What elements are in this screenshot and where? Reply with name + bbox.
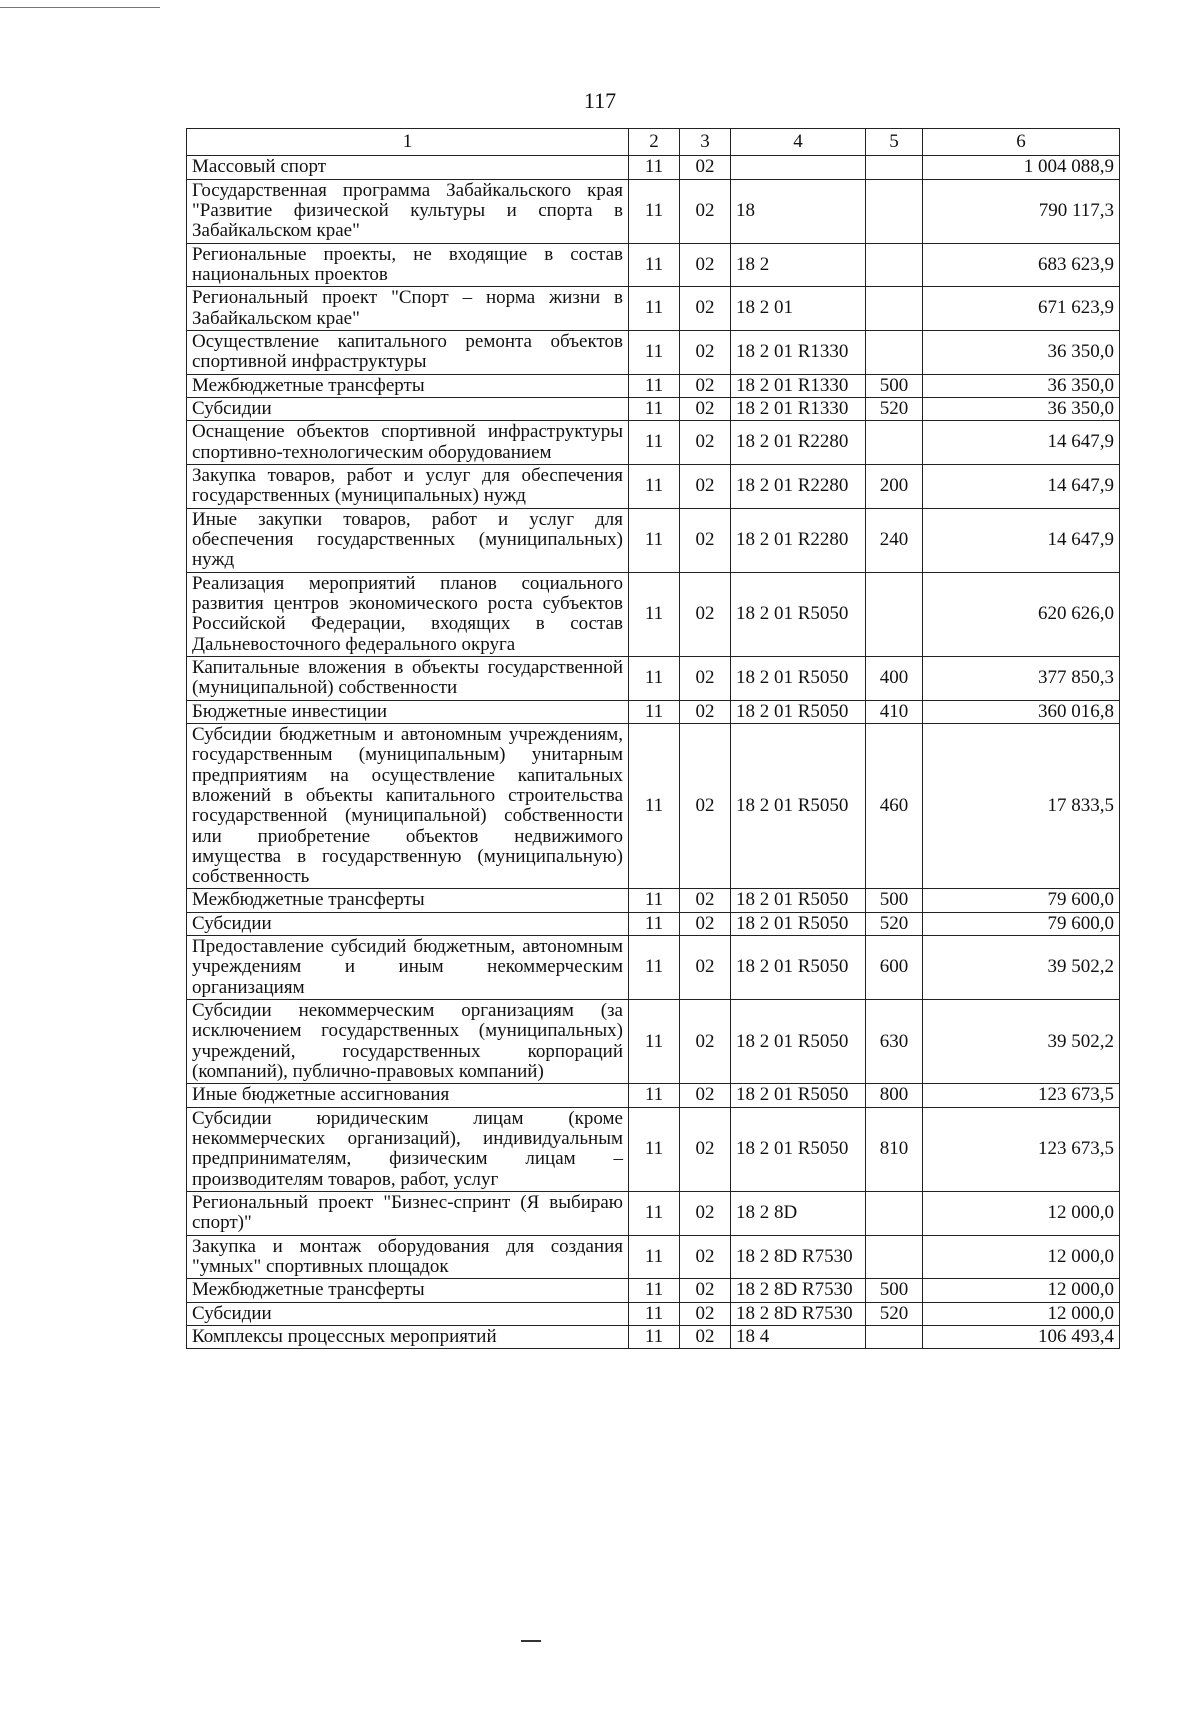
row-section-cell: 11: [629, 1000, 680, 1084]
row-amount-cell: 1 004 088,9: [923, 156, 1120, 179]
row-amount-cell: 17 833,5: [923, 723, 1120, 889]
row-subsection-cell: 02: [680, 912, 731, 935]
row-amount-cell: 39 502,2: [923, 936, 1120, 1000]
row-subsection-cell: 02: [680, 1000, 731, 1084]
table-row: [187, 656, 1120, 700]
row-name-cell: Массовый спорт: [187, 156, 629, 179]
row-target-article-cell: 18 2 01 R5050: [731, 656, 866, 700]
row-name-cell: Межбюджетные трансферты: [187, 1279, 629, 1302]
row-target-article-cell: 18 2 01 R1330: [731, 397, 866, 420]
row-amount-cell: 14 647,9: [923, 421, 1120, 465]
row-expense-type-cell: 400: [866, 656, 923, 700]
row-amount-cell: 123 673,5: [923, 1084, 1120, 1107]
row-section-cell: 11: [629, 700, 680, 723]
row-section-cell: 11: [629, 156, 680, 179]
row-name-cell: Субсидии юридическим лицам (кроме некоммерческих организаций), индивидуальным предпринимателям, физическим лицам – производителям товаров, работ, услуг: [187, 1107, 629, 1191]
row-target-article-cell: 18 2 8D: [731, 1192, 866, 1236]
row-name-cell: Оснащение объектов спортивной инфраструктуры спортивно-технологическим оборудованием: [187, 421, 629, 465]
row-name-cell: Межбюджетные трансферты: [187, 889, 629, 912]
row-expense-type-cell: [866, 1235, 923, 1279]
row-expense-type-cell: 200: [866, 464, 923, 508]
row-subsection-cell: 02: [680, 156, 731, 179]
row-expense-type-cell: [866, 572, 923, 656]
table-row: [187, 156, 1120, 179]
row-subsection-cell: 02: [680, 1326, 731, 1349]
row-name-cell: Бюджетные инвестиции: [187, 700, 629, 723]
row-subsection-cell: 02: [680, 572, 731, 656]
table-row: [187, 572, 1120, 656]
table-header-row: [187, 129, 1120, 156]
row-target-article-cell: 18 2 01: [731, 287, 866, 331]
row-expense-type-cell: [866, 1192, 923, 1236]
row-section-cell: 11: [629, 912, 680, 935]
table-row: [187, 700, 1120, 723]
row-section-cell: 11: [629, 572, 680, 656]
row-subsection-cell: 02: [680, 464, 731, 508]
row-subsection-cell: 02: [680, 1302, 731, 1325]
table-row: [187, 1192, 1120, 1236]
scan-edge-line: [0, 7, 160, 8]
row-section-cell: 11: [629, 508, 680, 572]
row-target-article-cell: 18: [731, 179, 866, 243]
row-target-article-cell: 18 2 01 R2280: [731, 421, 866, 465]
table-body: [187, 156, 1120, 1349]
row-target-article-cell: 18 2 01 R5050: [731, 912, 866, 935]
table-row: [187, 374, 1120, 397]
row-name-cell: Региональный проект "Бизнес-спринт (Я выбираю спорт)": [187, 1192, 629, 1236]
row-expense-type-cell: 600: [866, 936, 923, 1000]
row-amount-cell: 79 600,0: [923, 889, 1120, 912]
row-amount-cell: 620 626,0: [923, 572, 1120, 656]
table-row: [187, 179, 1120, 243]
table-row: [187, 912, 1120, 935]
row-amount-cell: 14 647,9: [923, 464, 1120, 508]
table-row: [187, 287, 1120, 331]
row-section-cell: 11: [629, 179, 680, 243]
table-row: [187, 1235, 1120, 1279]
row-section-cell: 11: [629, 330, 680, 374]
row-target-article-cell: 18 2 01 R5050: [731, 1107, 866, 1191]
row-section-cell: 11: [629, 1235, 680, 1279]
row-target-article-cell: [731, 156, 866, 179]
row-amount-cell: 671 623,9: [923, 287, 1120, 331]
table-row: [187, 1302, 1120, 1325]
row-subsection-cell: 02: [680, 1084, 731, 1107]
header-col-2: 2: [629, 129, 680, 156]
row-target-article-cell: 18 2 01 R2280: [731, 464, 866, 508]
row-name-cell: Субсидии: [187, 912, 629, 935]
row-section-cell: 11: [629, 1302, 680, 1325]
row-target-article-cell: 18 2 01 R5050: [731, 572, 866, 656]
row-expense-type-cell: 800: [866, 1084, 923, 1107]
row-expense-type-cell: 520: [866, 397, 923, 420]
table-row: [187, 1084, 1120, 1107]
row-amount-cell: 39 502,2: [923, 1000, 1120, 1084]
table-row: [187, 936, 1120, 1000]
row-subsection-cell: 02: [680, 1279, 731, 1302]
row-name-cell: Осуществление капитального ремонта объектов спортивной инфраструктуры: [187, 330, 629, 374]
row-section-cell: 11: [629, 1107, 680, 1191]
row-target-article-cell: 18 2 01 R5050: [731, 1084, 866, 1107]
row-name-cell: Государственная программа Забайкальского края "Развитие физической культуры и спорта в Забайкальском крае": [187, 179, 629, 243]
row-section-cell: 11: [629, 889, 680, 912]
row-subsection-cell: 02: [680, 889, 731, 912]
row-expense-type-cell: 410: [866, 700, 923, 723]
row-name-cell: Закупка и монтаж оборудования для создания "умных" спортивных площадок: [187, 1235, 629, 1279]
row-amount-cell: 36 350,0: [923, 330, 1120, 374]
row-expense-type-cell: 460: [866, 723, 923, 889]
row-name-cell: Региональный проект "Спорт – норма жизни в Забайкальском крае": [187, 287, 629, 331]
row-expense-type-cell: 500: [866, 1279, 923, 1302]
budget-table: [186, 128, 1120, 1349]
row-expense-type-cell: [866, 330, 923, 374]
row-amount-cell: 377 850,3: [923, 656, 1120, 700]
row-name-cell: Закупка товаров, работ и услуг для обеспечения государственных (муниципальных) нужд: [187, 464, 629, 508]
row-target-article-cell: 18 2 01 R5050: [731, 1000, 866, 1084]
row-section-cell: 11: [629, 936, 680, 1000]
row-section-cell: 11: [629, 656, 680, 700]
row-target-article-cell: 18 4: [731, 1326, 866, 1349]
row-subsection-cell: 02: [680, 179, 731, 243]
row-section-cell: 11: [629, 464, 680, 508]
header-col-5: 5: [866, 129, 923, 156]
row-name-cell: Предоставление субсидий бюджетным, автономным учреждениям и иным некоммерческим организациям: [187, 936, 629, 1000]
header-col-4: 4: [731, 129, 866, 156]
row-subsection-cell: 02: [680, 936, 731, 1000]
row-subsection-cell: 02: [680, 1192, 731, 1236]
row-expense-type-cell: [866, 287, 923, 331]
table-row: [187, 421, 1120, 465]
row-amount-cell: 360 016,8: [923, 700, 1120, 723]
row-amount-cell: 123 673,5: [923, 1107, 1120, 1191]
header-col-3: 3: [680, 129, 731, 156]
row-section-cell: 11: [629, 287, 680, 331]
row-subsection-cell: 02: [680, 656, 731, 700]
row-amount-cell: 790 117,3: [923, 179, 1120, 243]
row-name-cell: Региональные проекты, не входящие в состав национальных проектов: [187, 243, 629, 287]
table-row: [187, 508, 1120, 572]
row-target-article-cell: 18 2 01 R5050: [731, 889, 866, 912]
row-section-cell: 11: [629, 374, 680, 397]
row-section-cell: 11: [629, 723, 680, 889]
row-subsection-cell: 02: [680, 1107, 731, 1191]
row-amount-cell: 79 600,0: [923, 912, 1120, 935]
row-target-article-cell: 18 2 8D R7530: [731, 1235, 866, 1279]
row-target-article-cell: 18 2 01 R1330: [731, 330, 866, 374]
row-amount-cell: 12 000,0: [923, 1279, 1120, 1302]
row-target-article-cell: 18 2: [731, 243, 866, 287]
row-amount-cell: 106 493,4: [923, 1326, 1120, 1349]
row-target-article-cell: 18 2 01 R1330: [731, 374, 866, 397]
row-expense-type-cell: 520: [866, 1302, 923, 1325]
header-col-6: 6: [923, 129, 1120, 156]
row-name-cell: Комплексы процессных мероприятий: [187, 1326, 629, 1349]
row-target-article-cell: 18 2 01 R5050: [731, 723, 866, 889]
row-name-cell: Субсидии бюджетным и автономным учреждениям, государственным (муниципальным) унитарным предприятиям на осуществление капитальных вложений в объекты капитального строительства государственной (муниципальной) собственности или приобретение объектов недвижимого имущества в государственную (муниципальную) собственность: [187, 723, 629, 889]
table-row: [187, 723, 1120, 889]
table-row: [187, 464, 1120, 508]
row-section-cell: 11: [629, 1279, 680, 1302]
row-amount-cell: 36 350,0: [923, 397, 1120, 420]
table-row: [187, 1326, 1120, 1349]
row-subsection-cell: 02: [680, 508, 731, 572]
footer-dash: [521, 1640, 541, 1642]
row-subsection-cell: 02: [680, 243, 731, 287]
row-amount-cell: 12 000,0: [923, 1192, 1120, 1236]
row-expense-type-cell: [866, 243, 923, 287]
row-expense-type-cell: 520: [866, 912, 923, 935]
row-name-cell: Реализация мероприятий планов социального развития центров экономического роста субъектов Российской Федерации, входящих в состав Дальневосточного федерального округа: [187, 572, 629, 656]
row-subsection-cell: 02: [680, 397, 731, 420]
row-expense-type-cell: 500: [866, 889, 923, 912]
row-section-cell: 11: [629, 1192, 680, 1236]
row-amount-cell: 683 623,9: [923, 243, 1120, 287]
row-name-cell: Иные бюджетные ассигнования: [187, 1084, 629, 1107]
table-row: [187, 889, 1120, 912]
table-row: [187, 1279, 1120, 1302]
row-section-cell: 11: [629, 1084, 680, 1107]
row-name-cell: Иные закупки товаров, работ и услуг для обеспечения государственных (муниципальных) нужд: [187, 508, 629, 572]
table-row: [187, 397, 1120, 420]
row-expense-type-cell: [866, 156, 923, 179]
row-subsection-cell: 02: [680, 421, 731, 465]
table-row: [187, 243, 1120, 287]
row-section-cell: 11: [629, 397, 680, 420]
row-subsection-cell: 02: [680, 287, 731, 331]
row-subsection-cell: 02: [680, 1235, 731, 1279]
row-section-cell: 11: [629, 243, 680, 287]
row-subsection-cell: 02: [680, 723, 731, 889]
row-expense-type-cell: 810: [866, 1107, 923, 1191]
row-subsection-cell: 02: [680, 700, 731, 723]
row-target-article-cell: 18 2 01 R5050: [731, 700, 866, 723]
row-target-article-cell: 18 2 8D R7530: [731, 1279, 866, 1302]
row-expense-type-cell: 630: [866, 1000, 923, 1084]
row-amount-cell: 12 000,0: [923, 1235, 1120, 1279]
row-expense-type-cell: 240: [866, 508, 923, 572]
row-target-article-cell: 18 2 8D R7530: [731, 1302, 866, 1325]
row-amount-cell: 36 350,0: [923, 374, 1120, 397]
row-section-cell: 11: [629, 421, 680, 465]
row-amount-cell: 14 647,9: [923, 508, 1120, 572]
row-target-article-cell: 18 2 01 R2280: [731, 508, 866, 572]
table-row: [187, 1000, 1120, 1084]
row-subsection-cell: 02: [680, 330, 731, 374]
row-name-cell: Субсидии некоммерческим организациям (за исключением государственных (муниципальных) учреждений, государственных корпораций (компаний), публично-правовых компаний): [187, 1000, 629, 1084]
row-amount-cell: 12 000,0: [923, 1302, 1120, 1325]
row-name-cell: Межбюджетные трансферты: [187, 374, 629, 397]
row-name-cell: Капитальные вложения в объекты государственной (муниципальной) собственности: [187, 656, 629, 700]
row-section-cell: 11: [629, 1326, 680, 1349]
row-expense-type-cell: [866, 421, 923, 465]
row-subsection-cell: 02: [680, 374, 731, 397]
row-expense-type-cell: 500: [866, 374, 923, 397]
page-number: 117: [583, 88, 617, 113]
row-name-cell: Субсидии: [187, 397, 629, 420]
header-col-1: 1: [187, 129, 629, 156]
row-target-article-cell: 18 2 01 R5050: [731, 936, 866, 1000]
row-expense-type-cell: [866, 179, 923, 243]
table-row: [187, 330, 1120, 374]
table-row: [187, 1107, 1120, 1191]
row-name-cell: Субсидии: [187, 1302, 629, 1325]
row-expense-type-cell: [866, 1326, 923, 1349]
